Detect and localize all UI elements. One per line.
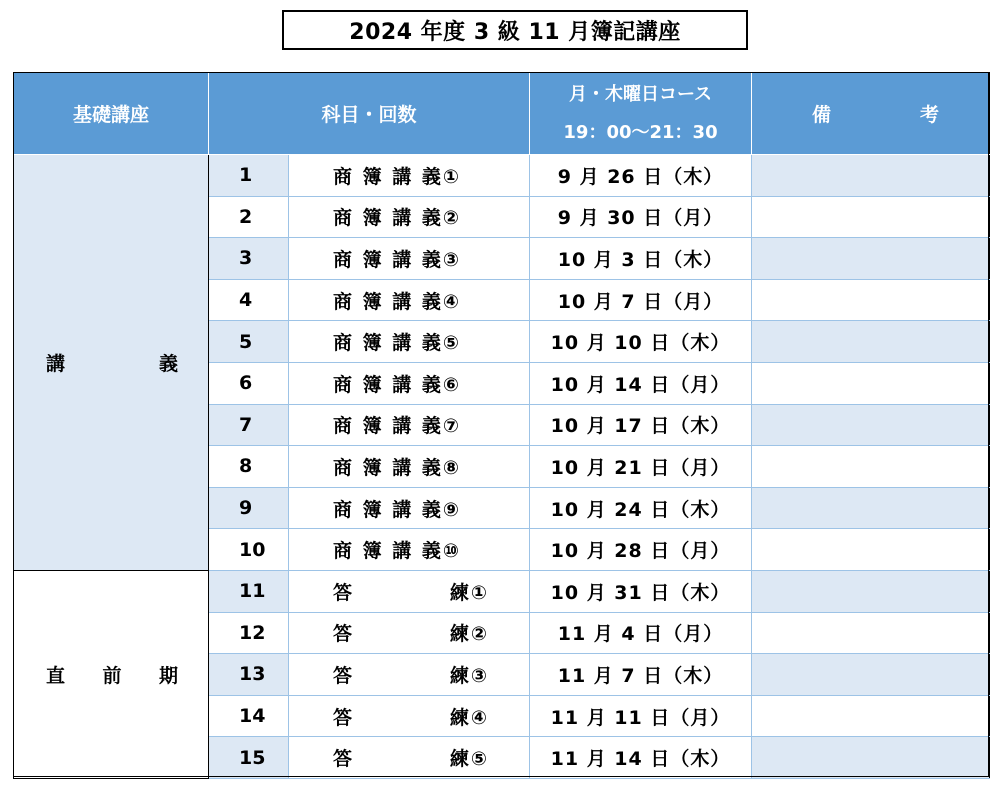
session-number: 1 xyxy=(209,155,289,197)
session-date: 10 月 24 日（木） xyxy=(530,487,752,529)
session-number: 7 xyxy=(209,404,289,446)
session-date: 11 月 11 日（月） xyxy=(530,695,752,737)
remarks-cell xyxy=(752,737,990,779)
subject-part: 練⑤ xyxy=(449,748,490,771)
session-date: 9 月 26 日（木） xyxy=(530,155,752,197)
session-subject: 商 簿 講 義⑩ xyxy=(289,529,530,571)
session-subject xyxy=(289,654,530,696)
remarks-cell xyxy=(752,155,990,197)
session-subject xyxy=(289,737,530,779)
session-subject xyxy=(289,570,530,612)
session-number: 15 xyxy=(209,737,289,779)
subject-part: 練① xyxy=(449,581,490,604)
session-number: 9 xyxy=(209,487,289,529)
session-subject: 商 簿 講 義③ xyxy=(289,238,530,280)
session-number: 11 xyxy=(209,570,289,612)
remarks-cell xyxy=(752,446,990,488)
session-number: 12 xyxy=(209,612,289,654)
section-label: 講 xyxy=(46,352,66,375)
section-label: 期 xyxy=(158,664,178,687)
remarks-cell xyxy=(752,196,990,238)
session-number: 14 xyxy=(209,695,289,737)
session-subject: 商 簿 講 義⑨ xyxy=(289,487,530,529)
subject-part: 答 xyxy=(333,748,355,771)
header-course xyxy=(530,73,752,155)
subject-part: 答 xyxy=(333,623,355,646)
section-final xyxy=(14,570,209,778)
remarks-cell xyxy=(752,362,990,404)
session-date: 10 月 21 日（月） xyxy=(530,446,752,488)
header-course-time: 19：00～21：30 xyxy=(563,121,718,143)
session-number: 8 xyxy=(209,446,289,488)
session-subject: 商 簿 講 義⑧ xyxy=(289,446,530,488)
section-lecture xyxy=(14,155,209,571)
remarks-cell xyxy=(752,695,990,737)
session-date: 11 月 7 日（木） xyxy=(530,654,752,696)
session-number: 4 xyxy=(209,279,289,321)
section-label: 直 xyxy=(46,664,66,687)
header-remarks-a: 備 xyxy=(812,104,832,126)
header-subject: 科目・回数 xyxy=(209,73,530,155)
session-number: 13 xyxy=(209,654,289,696)
session-date: 10 月 7 日（月） xyxy=(530,279,752,321)
table-row xyxy=(14,155,990,197)
remarks-cell xyxy=(752,529,990,571)
header-category: 基礎講座 xyxy=(14,73,209,155)
session-date: 11 月 4 日（月） xyxy=(530,612,752,654)
subject-part: 練④ xyxy=(449,706,490,729)
session-date: 10 月 10 日（木） xyxy=(530,321,752,363)
table-row xyxy=(14,570,990,612)
session-number: 5 xyxy=(209,321,289,363)
subject-part: 練③ xyxy=(449,664,490,687)
session-subject: 商 簿 講 義① xyxy=(289,155,530,197)
session-date: 10 月 28 日（月） xyxy=(530,529,752,571)
remarks-cell xyxy=(752,279,990,321)
subject-part: 答 xyxy=(333,706,355,729)
session-date: 10 月 17 日（木） xyxy=(530,404,752,446)
remarks-cell xyxy=(752,570,990,612)
remarks-cell xyxy=(752,487,990,529)
remarks-cell xyxy=(752,654,990,696)
session-date: 10 月 31 日（木） xyxy=(530,570,752,612)
remarks-cell xyxy=(752,321,990,363)
session-number: 10 xyxy=(209,529,289,571)
session-subject: 商 簿 講 義⑤ xyxy=(289,321,530,363)
session-subject: 商 簿 講 義⑥ xyxy=(289,362,530,404)
subject-part: 答 xyxy=(333,664,355,687)
remarks-cell xyxy=(752,404,990,446)
section-label: 前 xyxy=(102,664,122,687)
page-title: 2024 年度 3 級 11 月簿記講座 xyxy=(282,10,748,50)
session-subject: 商 簿 講 義④ xyxy=(289,279,530,321)
header-remarks xyxy=(752,73,990,155)
session-date: 10 月 3 日（木） xyxy=(530,238,752,280)
session-date: 11 月 14 日（木） xyxy=(530,737,752,779)
schedule-table xyxy=(13,72,990,779)
header-course-days: 月・木曜日コース xyxy=(568,83,713,105)
remarks-cell xyxy=(752,238,990,280)
session-date: 10 月 14 日（月） xyxy=(530,362,752,404)
subject-part: 答 xyxy=(333,581,355,604)
session-subject: 商 簿 講 義② xyxy=(289,196,530,238)
session-date: 9 月 30 日（月） xyxy=(530,196,752,238)
session-number: 6 xyxy=(209,362,289,404)
header-remarks-b: 考 xyxy=(920,104,940,126)
session-subject xyxy=(289,695,530,737)
subject-part: 練② xyxy=(449,623,490,646)
session-subject: 商 簿 講 義⑦ xyxy=(289,404,530,446)
session-number: 3 xyxy=(209,238,289,280)
section-label: 義 xyxy=(158,352,178,375)
remarks-cell xyxy=(752,612,990,654)
table-header-row xyxy=(14,73,990,155)
session-number: 2 xyxy=(209,196,289,238)
session-subject xyxy=(289,612,530,654)
